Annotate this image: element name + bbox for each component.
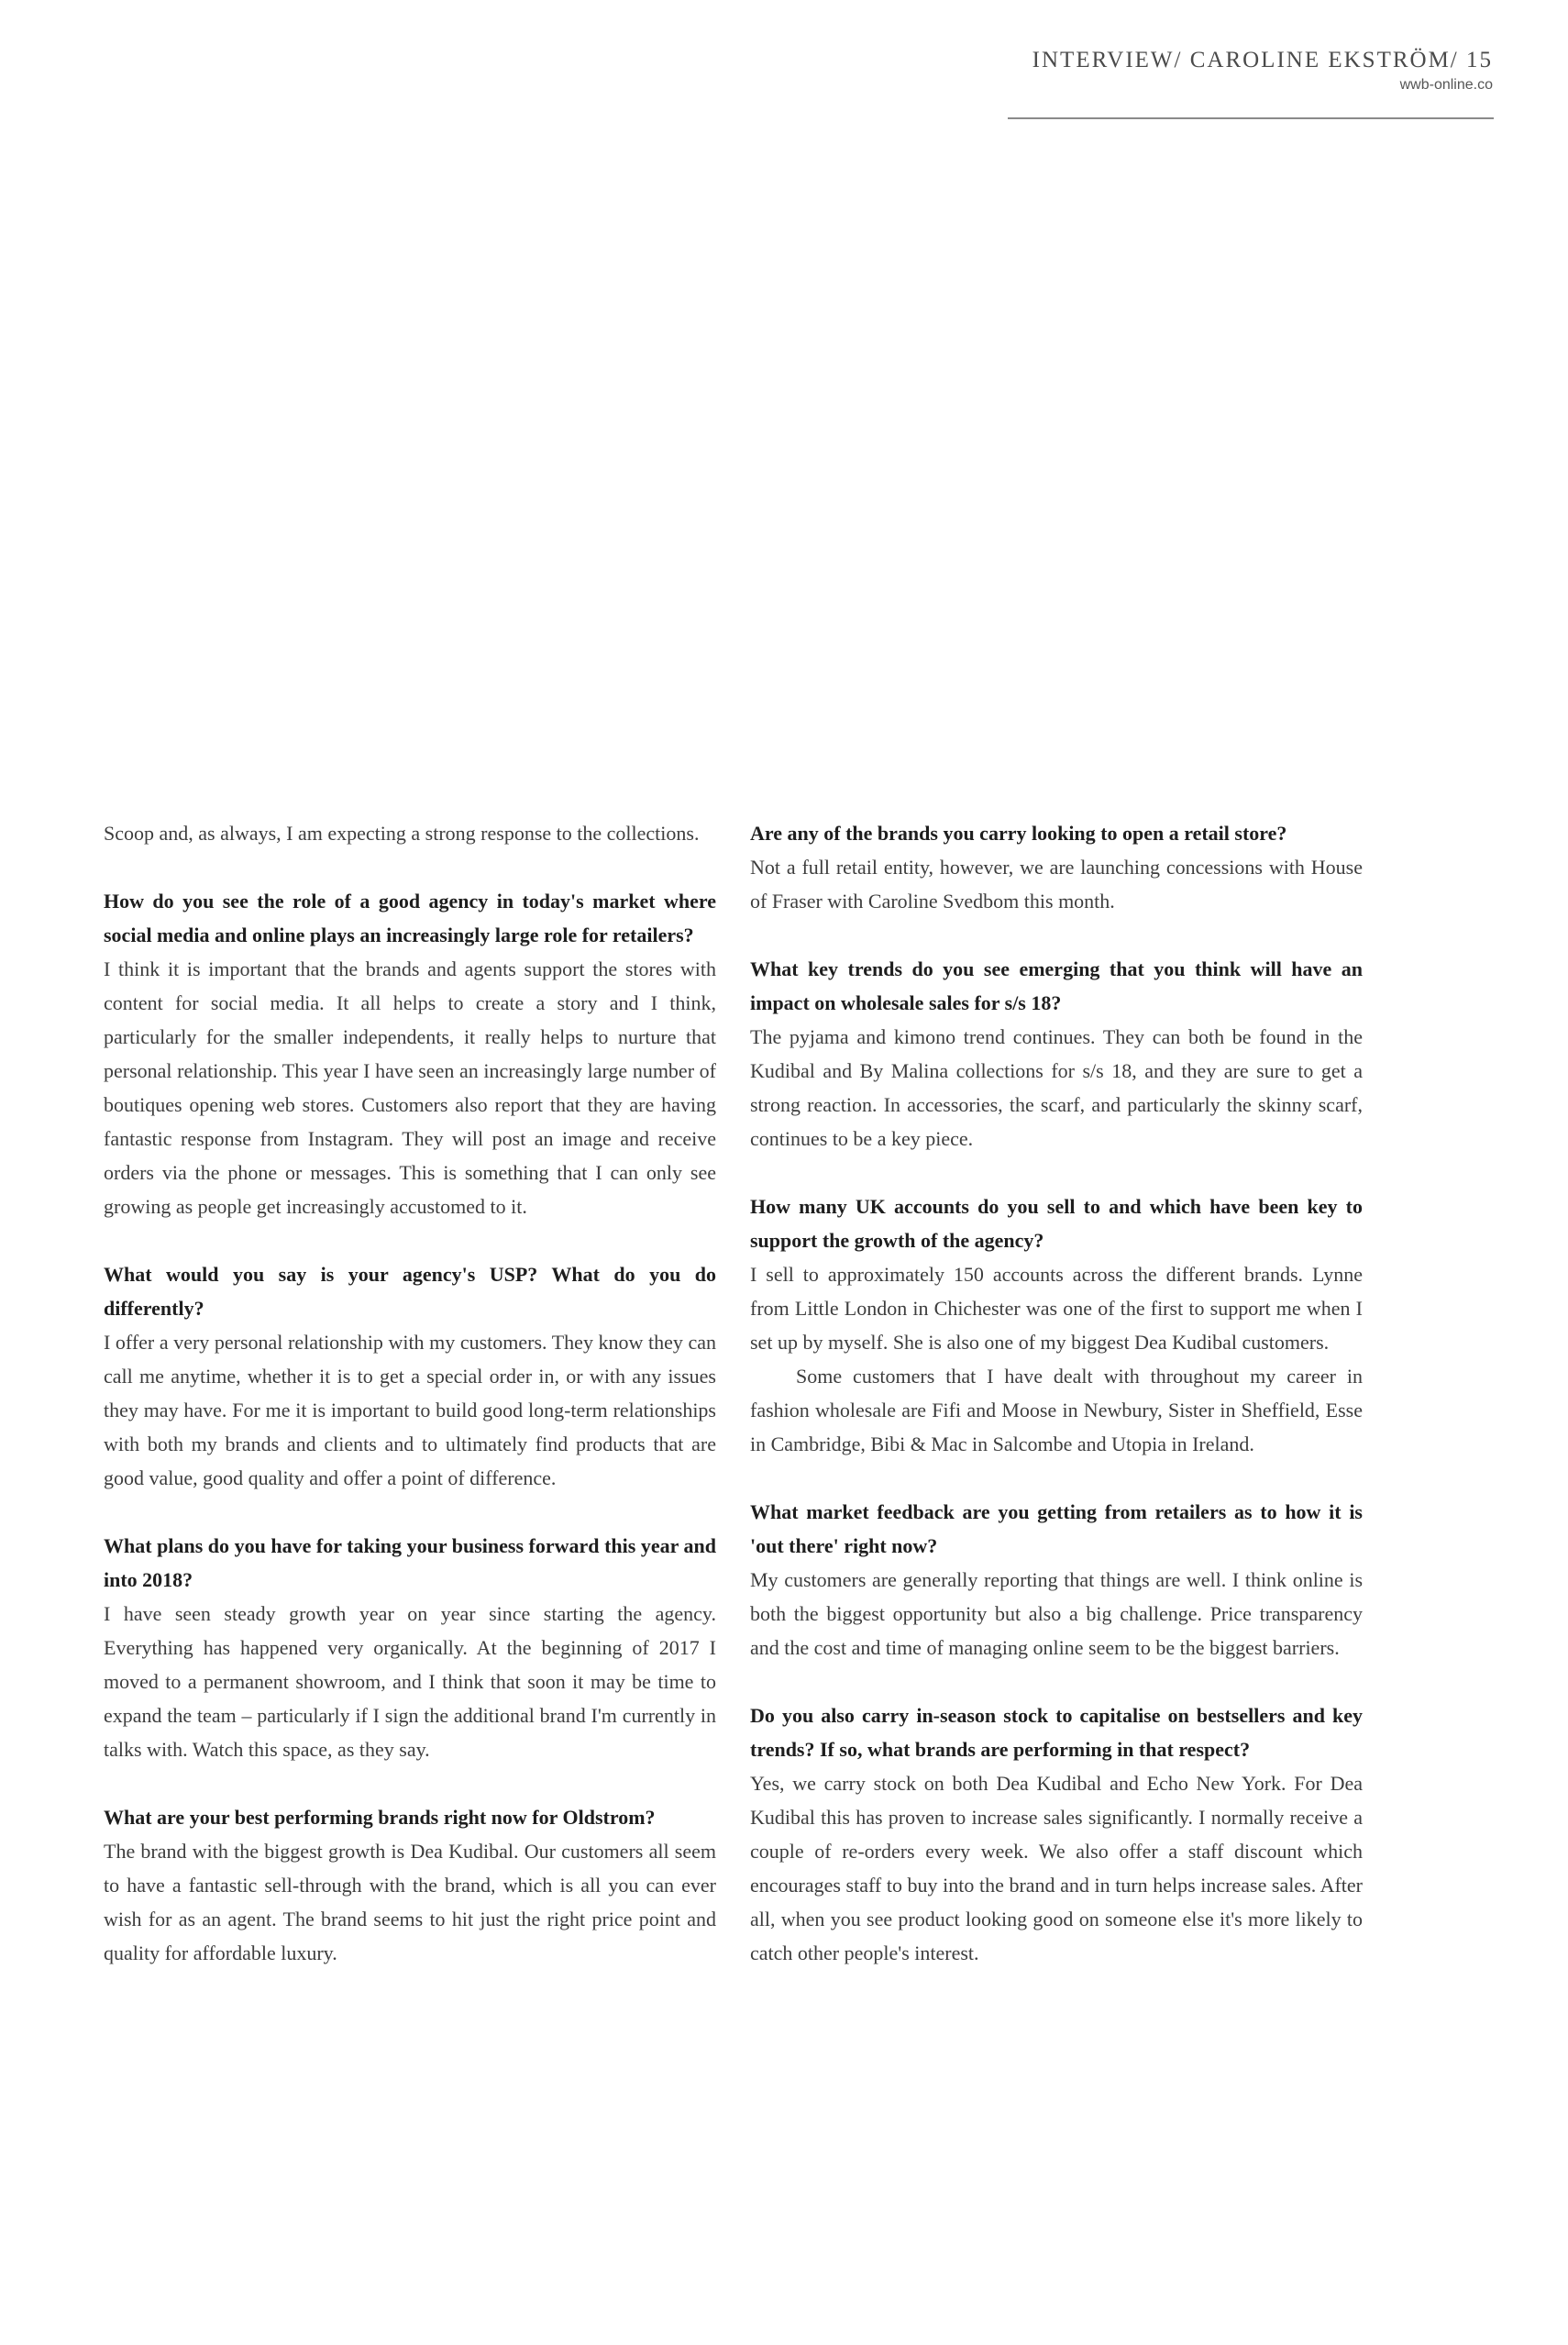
answer: I think it is important that the brands and agents support the stores with content for social media. It all helps to create a story and I think, particularly for the smaller independents, it really helps to nurture that personal relationship. This year I have seen an increasingly large number of boutiques opening web stores. Customers also report that they are having fantastic response from Instagram. They will post an image and receive orders via the phone or messages. This is something that I can only see growing as people get increasingly accustomed to it. [104,957,716,1218]
answer: Not a full retail entity, however, we are launching concessions with House of Fraser with Caroline Svedbom this month. [750,856,1363,913]
answer: Some customers that I have dealt with throughout my career in fashion wholesale are Fifi and Moose in Newbury, Sister in Sheffield, Esse in Cambridge, Bibi & Mac in Salcombe and Utopia in Ireland. [750,1365,1363,1455]
intro-paragraph: Scoop and, as always, I am expecting a strong response to the collections. [104,822,700,845]
running-head-title: INTERVIEW/ CAROLINE EKSTRÖM/ 15 [1032,48,1493,72]
qa-block [104,1529,716,1766]
qa-block [750,952,1363,1156]
question: How many UK accounts do you sell to and which have been key to support the growth of the agency? [750,1195,1363,1252]
right-column [750,816,1363,2004]
qa-block [750,1495,1363,1665]
qa-block [104,1257,716,1495]
answer: My customers are generally reporting that things are well. I think online is both the biggest opportunity but also a big challenge. Price transparency and the cost and time of managing online seem to be the biggest barriers. [750,1568,1363,1659]
running-head-url: wwb-online.co [1399,77,1493,93]
intro-block [104,816,716,850]
answer: Yes, we carry stock on both Dea Kudibal and Echo New York. For Dea Kudibal this has proven to increase sales significantly. I normally receive a couple of re-orders every week. We also offer a staff discount which encourages staff to buy into the brand and in turn helps increase sales. After all, when you see product looking good on someone else it's more likely to catch other people's interest. [750,1772,1363,1964]
answer: I have seen steady growth year on year since starting the agency. Everything has happened very organically. At the beginning of 2017 I moved to a permanent showroom, and I think that soon it may be time to expand the team – particularly if I sign the additional brand I'm currently in talks with. Watch this space, as they say. [104,1602,716,1761]
question: What would you say is your agency's USP? What do you do differently? [104,1263,716,1320]
question: How do you see the role of a good agency in today's market where social media and online plays an increasingly large role for retailers? [104,890,716,946]
qa-block [750,1698,1363,1970]
answer: The pyjama and kimono trend continues. They can both be found in the Kudibal and By Malina collections for s/s 18, and they are sure to get a strong reaction. In accessories, the scarf, and particularly the skinny scarf, continues to be a key piece. [750,1025,1363,1150]
left-column [104,816,716,2004]
running-head [1032,48,1493,94]
answer: I offer a very personal relationship with my customers. They know they can call me anytime, whether it is to get a special order in, or with any issues they may have. For me it is important to build good long-term relationships with both my brands and clients and to ultimately find products that are good value, good quality and offer a point of difference. [104,1331,716,1489]
question: What key trends do you see emerging that you think will have an impact on wholesale sales for s/s 18? [750,957,1363,1014]
answer: I sell to approximately 150 accounts across the different brands. Lynne from Little London in Chichester was one of the first to support me when I set up by myself. She is also one of my biggest Dea Kudibal customers. [750,1263,1363,1354]
question: Do you also carry in-season stock to capitalise on bestsellers and key trends? If so, what brands are performing in that respect? [750,1704,1363,1761]
qa-block [750,816,1363,918]
answer: The brand with the biggest growth is Dea Kudibal. Our customers all seem to have a fantastic sell-through with the brand, which is all you can ever wish for as an agent. The brand seems to hit just the right price point and quality for affordable luxury. [104,1840,716,1964]
qa-block [104,1800,716,1970]
qa-block [750,1189,1363,1461]
question: What plans do you have for taking your business forward this year and into 2018? [104,1534,716,1591]
question: Are any of the brands you carry looking to open a retail store? [750,822,1287,845]
qa-block [104,884,716,1223]
header-rule [1008,117,1494,119]
question: What market feedback are you getting from retailers as to how it is 'out there' right now? [750,1500,1363,1557]
question: What are your best performing brands right now for Oldstrom? [104,1806,656,1829]
